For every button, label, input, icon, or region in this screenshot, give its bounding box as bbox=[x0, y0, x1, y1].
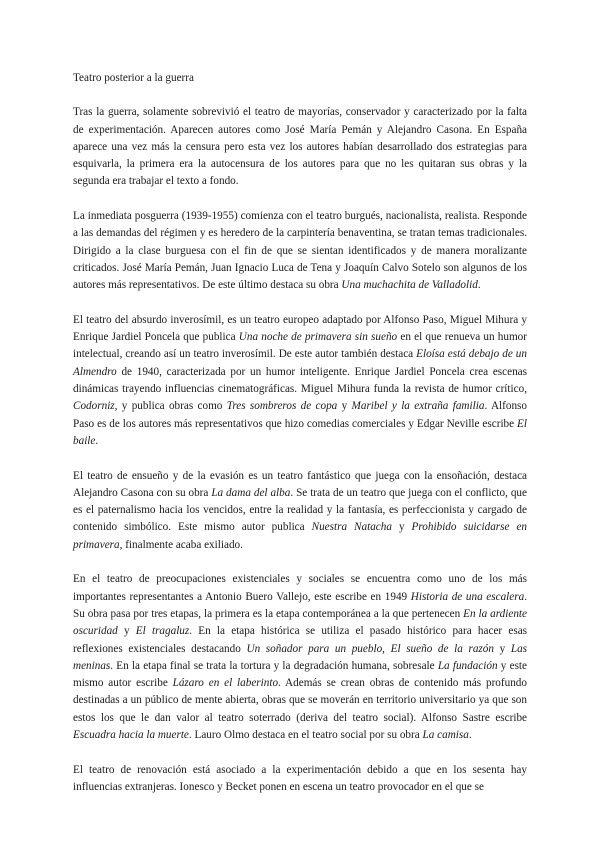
work-title: Escuadra hacia la muerte bbox=[73, 728, 189, 741]
text-segment: y publica obras como bbox=[117, 400, 227, 413]
paragraph-bourgeois-theatre bbox=[73, 208, 527, 294]
text-segment: . Se trata de un teatro que juega con el conflicto, que es el paternalismo hacia los vencidos, entre la realidad y la fantasía, es perfeccionista y cargado de contenido simbólico. Este mismo autor publica bbox=[73, 486, 527, 534]
work-title: Una muchachita de Valladolid bbox=[341, 279, 478, 292]
work-title: Eloísa está debajo de un Almendro bbox=[73, 348, 527, 378]
paragraph-dream-theatre bbox=[73, 468, 527, 554]
work-title: Tres sombreros de copa bbox=[226, 400, 338, 413]
paragraph-renewal-theatre: El teatro de renovación está asociado a la experimentación debido a que en los sesenta hay influencias extranjeras. Ionesco y Becket ponen en escena un teatro provocador en el que se bbox=[73, 763, 527, 793]
text-segment: en el que renueva un humor intelectual, creando así un teatro inverosímil. De este autor también destaca bbox=[73, 331, 527, 361]
work-title: La dama del alba bbox=[211, 486, 291, 499]
work-title: Historia de una escalera bbox=[410, 590, 525, 603]
text-segment: de 1940, caracterizada por un humor inteligente. Enrique Jardiel Poncela crea escenas dinámicas trayendo influencias cinematográficas. Miguel Mihura funda la revista de humor crítico, bbox=[73, 365, 527, 396]
work-title: Lázaro en el laberinto bbox=[172, 677, 279, 690]
work-title: El baile bbox=[73, 417, 527, 447]
text-segment: . En la etapa final se trata la tortura y la degradación humana, sobresale bbox=[110, 659, 438, 672]
work-title: En la ardiente oscuridad bbox=[73, 607, 527, 638]
text-segment: La inmediata posguerra (1939-1955) comienza con el teatro burgués, nacionalista, realista. Responde a las demandas del régimen y es heredero de la carpintería benaventina, se tratan temas tradicionales. Dirigido a la clase burguesa con el fin de que se sientan identificados y de manera moralizante criticados. José María Pemán, Juan Ignacio Luca de Tena y Joaquín Calvo Sotelo son algunos de los autores más representativos. De este último destaca su obra bbox=[73, 210, 527, 292]
paragraph-absurd-theatre bbox=[73, 312, 527, 450]
work-title: Prohibido suicidarse en primavera bbox=[73, 521, 528, 551]
text-segment: . Además se crean obras de contenido más profundo destinadas a un público de mente abierta, obras que se moverán en territorio universitario ya que son estos los que le dan valor al teatro soterrado (deriva del teatro social). Alfonso Sastre escribe bbox=[73, 677, 527, 724]
work-title: Codorniz, bbox=[73, 400, 118, 413]
work-title: Nuestra Natacha bbox=[311, 521, 392, 534]
work-title: La fundación bbox=[437, 659, 498, 672]
work-title: Maribel y la extraña familia bbox=[351, 400, 485, 413]
text-segment: y este mismo autor escribe bbox=[73, 659, 527, 690]
paragraph-existential-theatre bbox=[73, 571, 527, 744]
text-segment: El teatro del absurdo inverosímil, es un teatro europeo adaptado por Alfonso Paso, Miguel Mihura y Enrique Jardiel Poncela que publica bbox=[73, 313, 527, 344]
text-segment: . bbox=[95, 434, 99, 447]
work-title: El sueño de la razón bbox=[390, 642, 494, 655]
work-title: Las meninas bbox=[73, 642, 528, 672]
text-segment: . Su obra pasa por tres etapas, la primera es la etapa contemporánea a la que pertenecen bbox=[73, 590, 527, 620]
text-segment: . En la etapa histórica se utiliza el pasado histórico para hacer esas reflexiones existenciales destacando bbox=[73, 625, 528, 655]
text-segment: y bbox=[493, 642, 511, 655]
work-title: Una noche de primavera sin sueño bbox=[238, 331, 398, 344]
document-title: Teatro posterior a la guerra bbox=[73, 72, 194, 84]
text-segment: En el teatro de preocupaciones existenciales y sociales se encuentra como uno de los más importantes representantes a Antonio Buero Vallejo, este escribe en 1949 bbox=[73, 573, 527, 603]
work-title: El tragaluz bbox=[135, 625, 190, 638]
document-page bbox=[73, 70, 527, 796]
text-segment: , bbox=[382, 642, 391, 655]
work-title: La camisa bbox=[422, 728, 469, 741]
work-title: Un soñador para un pueblo bbox=[246, 642, 383, 655]
text-segment: y bbox=[391, 521, 412, 534]
text-segment: El teatro de ensueño y de la evasión es un teatro fantástico que juega con la ensoñación, destaca Alejandro Casona con su obra bbox=[73, 469, 527, 499]
text-segment: . Alfonso Paso es de los autores más representativos que hizo comedias comerciales y Edgar Neville escribe bbox=[73, 400, 527, 430]
text-segment: y bbox=[117, 625, 136, 638]
text-segment: . Lauro Olmo destaca en el teatro social por su obra bbox=[188, 728, 423, 741]
text-segment: . bbox=[477, 279, 481, 292]
text-segment: . bbox=[468, 728, 472, 741]
paragraph-postwar-intro: Tras la guerra, solamente sobrevivió el teatro de mayorías, conservador y caracterizado por la falta de experimentación. Aparecen autores como José María Pemán y Alejandro Casona. En España aparece una vez más la censura pero esta vez los autores habían desarrollado dos estrategias para esquivarla, la primera era la autocensura de los autores para que no les quitaran sus obras y la segunda era trabajar el texto a fondo. bbox=[73, 106, 527, 188]
text-segment: y bbox=[337, 400, 352, 413]
text-segment: , finalmente acaba exiliado. bbox=[119, 538, 243, 551]
